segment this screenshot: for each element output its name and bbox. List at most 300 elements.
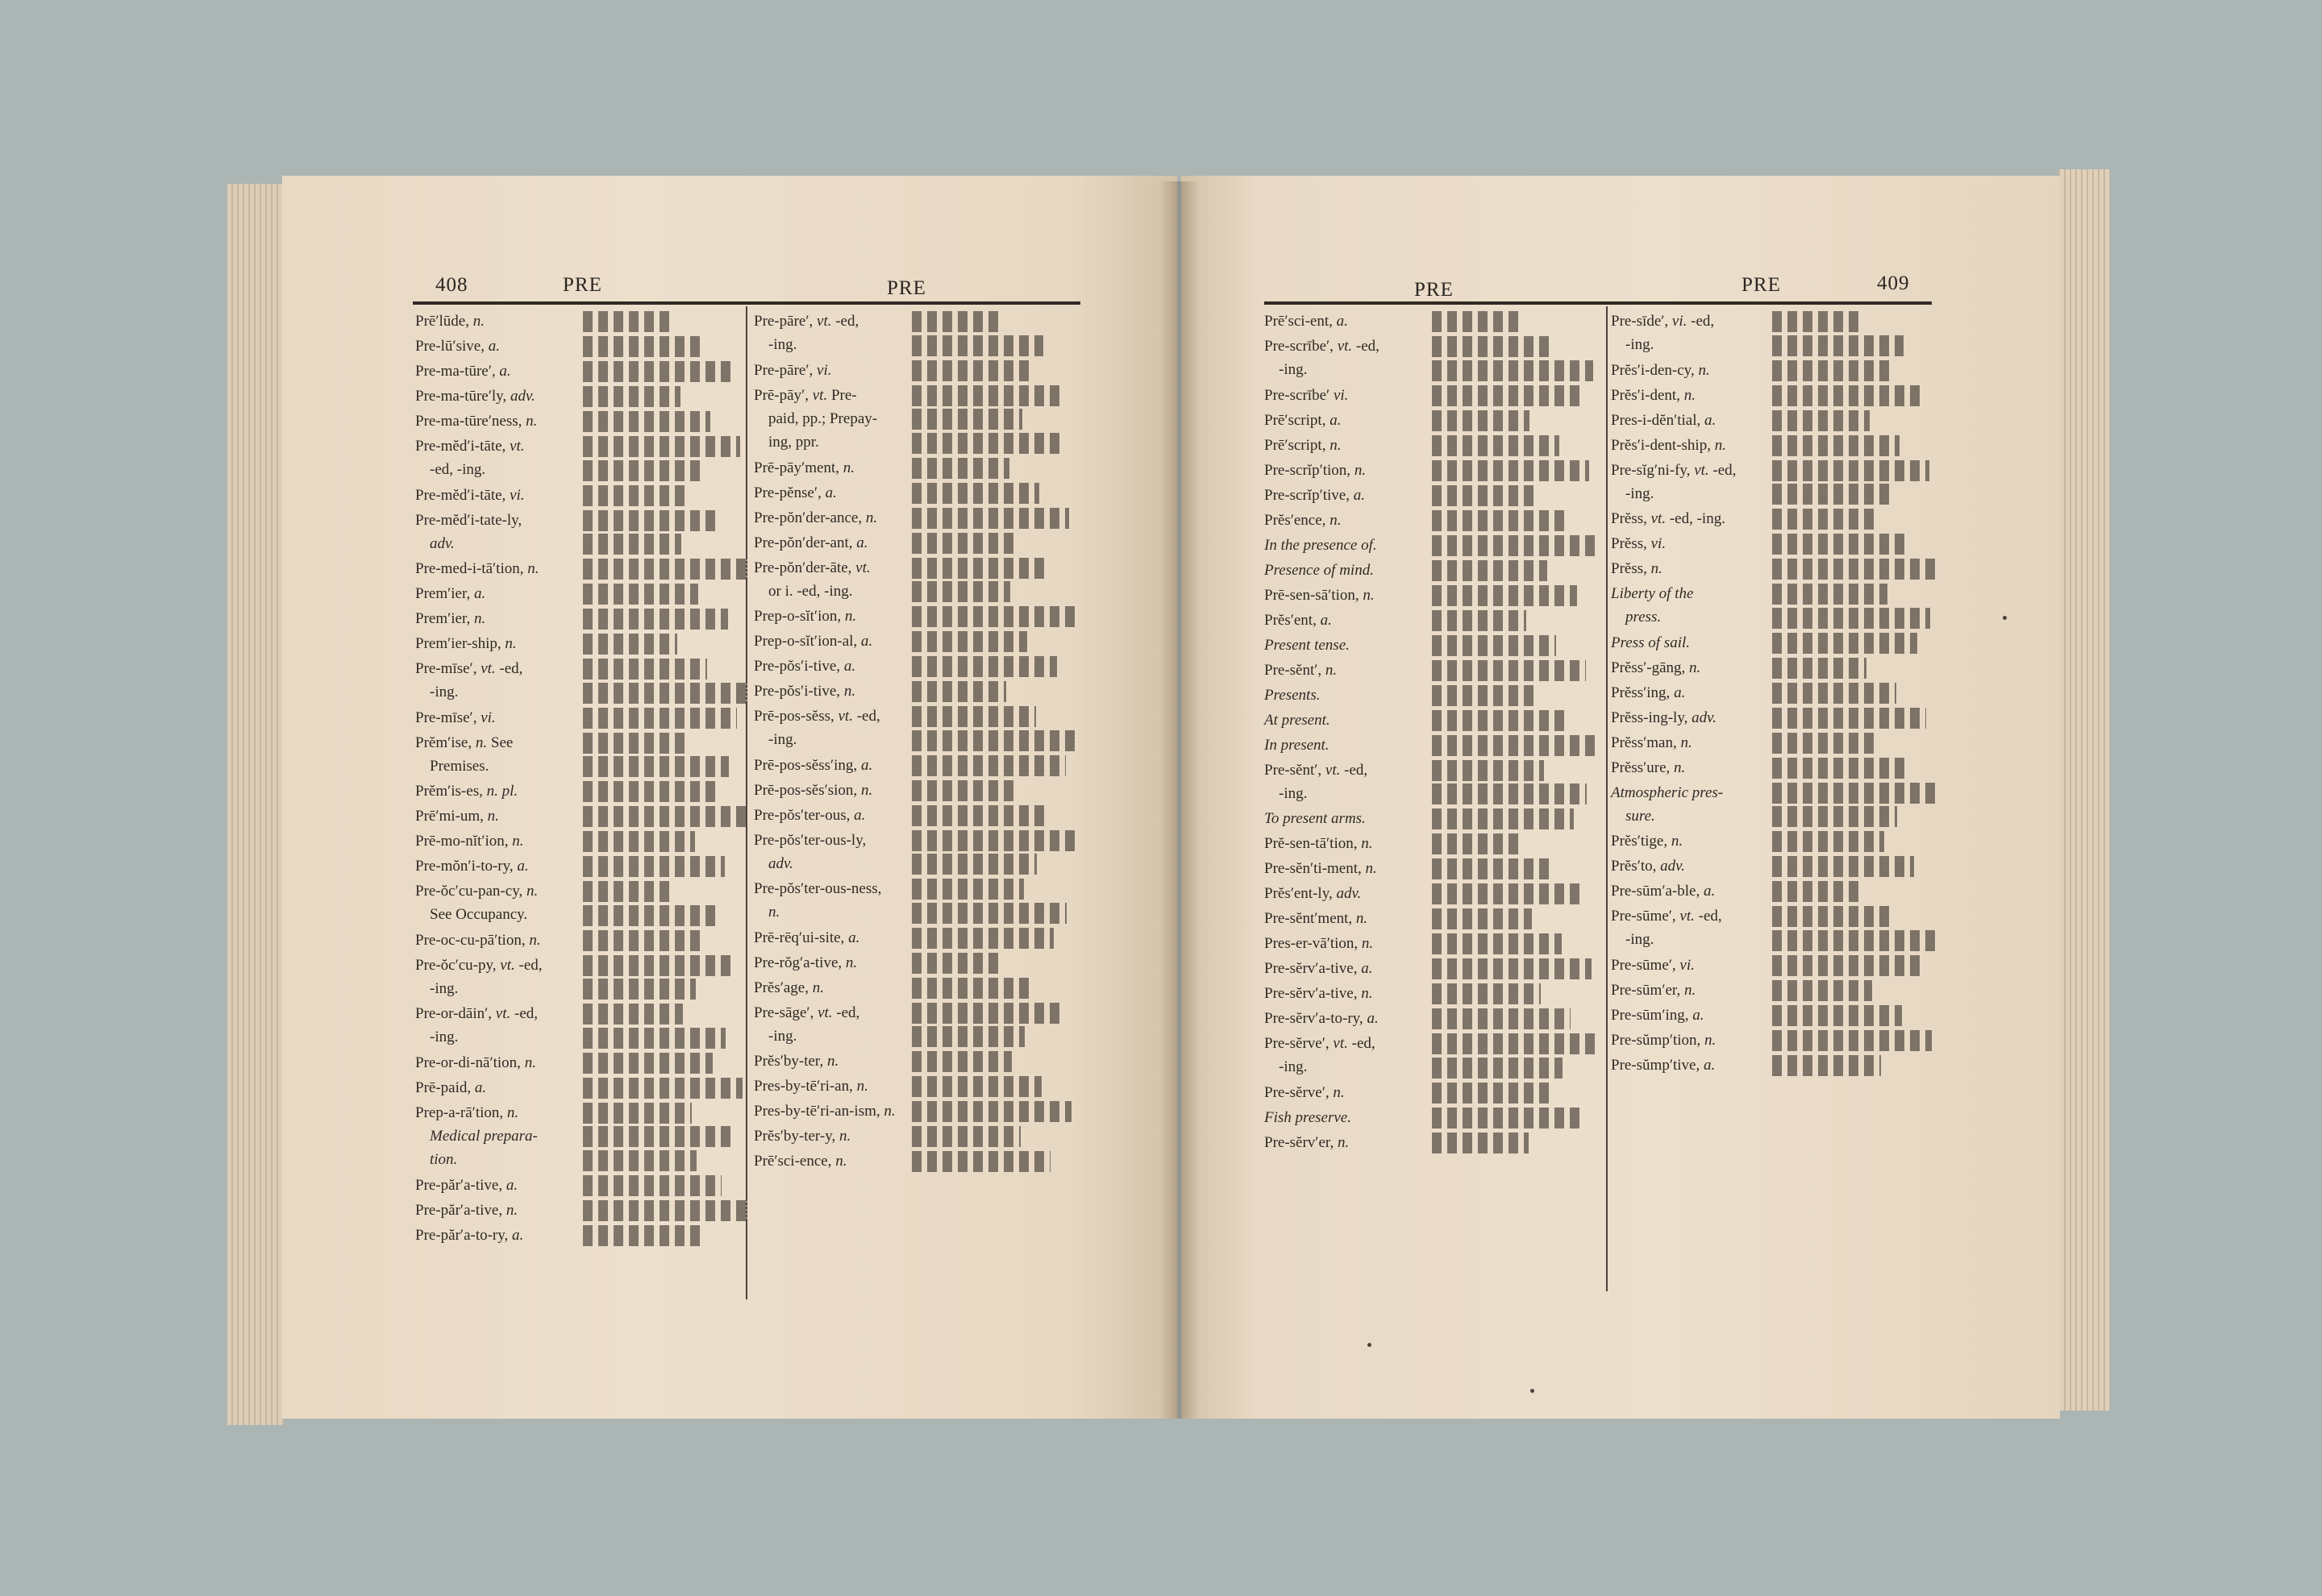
headword: Prĕ-sen-tā′tion, — [1264, 835, 1358, 852]
headword: At present. — [1264, 711, 1330, 729]
headword: In the presence of. — [1264, 536, 1377, 554]
headword: Prĕss′-gāng, — [1611, 659, 1686, 676]
part-of-speech: vt. — [1679, 908, 1695, 925]
entry-continuation: press. — [1625, 609, 1662, 626]
headword: Prep-o-sĭt′ion, — [754, 608, 842, 625]
japanese-gloss-text — [1772, 831, 1884, 852]
headword: Pre-sīde′, — [1611, 313, 1669, 330]
japanese-gloss-text — [1772, 906, 1893, 927]
japanese-gloss-text — [912, 433, 1065, 454]
right-column-divider — [1606, 306, 1608, 1291]
inflection-tail: -ed, — [1698, 908, 1722, 925]
japanese-gloss-text — [1432, 435, 1559, 456]
headword: Prē-pāy′ment, — [754, 459, 839, 476]
entry-continuation: -ed, -ing. — [430, 461, 486, 478]
japanese-gloss-text — [912, 483, 1039, 504]
headword: Pre-sĕnt′, — [1264, 761, 1322, 779]
headword: Prep-a-rā′tion, — [415, 1103, 504, 1121]
part-of-speech: a. — [512, 1226, 524, 1244]
headword: Prē-paid, — [415, 1079, 472, 1096]
inflection-tail: -ed, — [1712, 461, 1737, 479]
headword: To present arms. — [1264, 810, 1366, 827]
headword: Pre-păr′a-to-ry, — [415, 1226, 509, 1244]
part-of-speech: n. — [838, 1128, 851, 1145]
part-of-speech: vt. — [481, 660, 496, 677]
part-of-speech: vt. — [838, 708, 853, 725]
headword: Pre-mĕd′i-tate-ly, — [415, 511, 522, 529]
part-of-speech: vt. — [1325, 761, 1341, 779]
right-page-number: 409 — [1877, 272, 1910, 294]
japanese-gloss-text — [1772, 584, 1887, 605]
right-page-column-2 — [1611, 306, 1933, 1306]
part-of-speech: vt. — [812, 386, 828, 404]
headword: Pre-pŏn′der-ance, — [754, 509, 863, 526]
japanese-gloss-text — [912, 533, 1018, 554]
entry-continuation: See Occupancy. — [430, 906, 528, 923]
japanese-gloss-text — [1772, 783, 1935, 804]
part-of-speech: a. — [825, 484, 837, 501]
part-of-speech: vt. — [1333, 1035, 1348, 1052]
headword: Pre-sĕrv′a-tive, — [1264, 985, 1358, 1002]
headword: Pre-mīse′, — [415, 660, 477, 677]
part-of-speech: adv. — [1692, 709, 1717, 726]
inflection-tail: Pre- — [830, 386, 857, 404]
japanese-gloss-text — [912, 978, 1033, 999]
headword: Pre-scrībe′, — [1264, 338, 1334, 355]
japanese-gloss-text — [1772, 881, 1863, 902]
part-of-speech: n. — [527, 560, 539, 577]
inflection-tail: -ed, — [1351, 1035, 1375, 1052]
headword: Prē-rēq′ui-site, — [754, 929, 845, 946]
japanese-gloss-text — [1772, 509, 1879, 530]
part-of-speech: n. — [506, 1201, 518, 1219]
headword: Pre-sĕnt′, — [1264, 661, 1322, 679]
japanese-gloss-text — [583, 1004, 683, 1025]
part-of-speech: adv. — [1336, 885, 1362, 902]
part-of-speech: vt. — [510, 438, 525, 455]
japanese-gloss-text — [912, 558, 1048, 579]
headword: Pre-pŏs′i-tive, — [754, 658, 841, 675]
inflection-tail: -ed, — [856, 708, 880, 725]
part-of-speech: a. — [1361, 960, 1373, 977]
entry-continuation: n. — [768, 904, 780, 921]
left-header-term-2: PRE — [887, 277, 926, 299]
part-of-speech: vt. — [495, 1005, 511, 1022]
headword: Pre-sūme′, — [1611, 908, 1676, 925]
japanese-gloss-text — [1432, 983, 1541, 1004]
entry-continuation: adv. — [768, 854, 793, 872]
japanese-gloss-text — [583, 336, 701, 357]
headword: Pre-mŏn′i-to-ry, — [415, 858, 514, 875]
japanese-gloss-text — [583, 1175, 722, 1196]
part-of-speech: n. — [1680, 734, 1692, 751]
inflection-tail: -ed, — [1691, 313, 1715, 330]
headword: Pre-sūme′, — [1611, 956, 1676, 974]
headword: Prĕs′i-den-cy, — [1611, 361, 1695, 379]
japanese-gloss-text — [1432, 660, 1586, 681]
part-of-speech: n. — [1683, 386, 1696, 404]
japanese-gloss-text — [912, 706, 1036, 727]
entry-continuation: -ing. — [430, 979, 459, 997]
part-of-speech: n. — [1365, 860, 1377, 877]
part-of-speech: a. — [1353, 486, 1365, 504]
japanese-gloss-text — [1432, 933, 1562, 954]
part-of-speech: vt. — [855, 559, 871, 576]
headword: Prĕs′i-dent, — [1611, 386, 1680, 404]
headword: Pres-by-tē′ri-an, — [754, 1078, 853, 1095]
right-header-rule — [1264, 301, 1932, 305]
headword: In present. — [1264, 736, 1330, 754]
japanese-gloss-text — [583, 955, 734, 976]
headword: Prĕs′to, — [1611, 858, 1657, 875]
headword: Presents. — [1264, 686, 1321, 704]
headword: Prĕs′tige, — [1611, 833, 1668, 850]
part-of-speech: a. — [517, 858, 529, 875]
headword: Pre-pŏs′ter-ous-ness, — [754, 880, 882, 897]
headword: Pre-oc-cu-pā′tion, — [415, 931, 526, 949]
headword: Pres-i-dĕn′tial, — [1611, 411, 1701, 429]
japanese-gloss-text — [1432, 833, 1523, 854]
japanese-gloss-text — [583, 831, 695, 852]
japanese-gloss-text — [583, 1200, 751, 1221]
japanese-gloss-text — [583, 756, 729, 777]
japanese-gloss-text — [1772, 534, 1908, 555]
part-of-speech: vi. — [1671, 313, 1687, 330]
entry-continuation: -ing. — [1625, 336, 1654, 353]
part-of-speech: n. — [1330, 511, 1342, 529]
headword: Fish preserve. — [1264, 1108, 1351, 1126]
japanese-gloss-text — [1772, 930, 1936, 951]
headword: Pre-sĕn′ti-ment, — [1264, 860, 1362, 877]
japanese-gloss-text — [912, 1101, 1072, 1122]
part-of-speech: a. — [1703, 1056, 1716, 1074]
japanese-gloss-text — [583, 559, 749, 580]
japanese-gloss-text — [912, 928, 1054, 949]
part-of-speech: n. — [1325, 661, 1338, 679]
right-header-term: PRE — [1414, 279, 1454, 301]
headword: Pre-scrībe′ — [1264, 386, 1330, 404]
headword: Press of sail. — [1611, 634, 1690, 651]
headword: Prĕs′age, — [754, 979, 809, 996]
japanese-gloss-text — [583, 733, 686, 754]
headword: Liberty of the — [1611, 585, 1694, 602]
part-of-speech: vi. — [1333, 386, 1349, 404]
page-edges-left — [227, 184, 284, 1425]
japanese-gloss-text — [1432, 710, 1565, 731]
part-of-speech: a. — [1336, 313, 1348, 330]
headword: Pre-sĕrve′, — [1264, 1083, 1330, 1101]
japanese-gloss-text — [1432, 908, 1532, 929]
part-of-speech: adv. — [510, 388, 535, 405]
japanese-gloss-text — [583, 806, 746, 827]
part-of-speech: n. — [884, 1103, 896, 1120]
entry-continuation: Premises. — [430, 757, 489, 775]
inflection-tail: See — [490, 734, 514, 751]
headword: Pre-sĕrv′a-to-ry, — [1264, 1010, 1363, 1027]
part-of-speech: n. — [1671, 833, 1683, 850]
headword: Prē′sci-ent, — [1264, 313, 1333, 330]
headword: Prē′script, — [1264, 436, 1326, 454]
japanese-gloss-text — [912, 458, 1009, 479]
part-of-speech: a. — [856, 534, 868, 551]
japanese-gloss-text — [583, 534, 681, 555]
japanese-gloss-text — [1772, 484, 1891, 505]
japanese-gloss-text — [912, 631, 1027, 652]
part-of-speech: vt. — [1337, 338, 1353, 355]
japanese-gloss-text — [1772, 856, 1914, 877]
right-page-column-1 — [1264, 306, 1603, 1306]
headword: Prem′ier, — [415, 585, 471, 602]
headword: Prĕss′man, — [1611, 734, 1677, 751]
japanese-gloss-text — [912, 409, 1022, 430]
headword: Pre-păr′a-tive, — [415, 1201, 503, 1219]
japanese-gloss-text — [912, 311, 1001, 332]
japanese-gloss-text — [1432, 336, 1550, 357]
headword: Pres-er-vā′tion, — [1264, 935, 1359, 952]
japanese-gloss-text — [1772, 806, 1897, 827]
part-of-speech: n. pl. — [486, 783, 518, 800]
japanese-gloss-text — [1432, 1033, 1600, 1054]
part-of-speech: a. — [488, 338, 500, 355]
part-of-speech: a. — [1692, 1006, 1704, 1024]
japanese-gloss-text — [583, 386, 680, 407]
japanese-gloss-text — [912, 681, 1006, 702]
japanese-gloss-text — [1432, 535, 1598, 556]
inflection-tail: -ed, — [518, 956, 543, 974]
headword: Pre-mĕd′i-tāte, — [415, 438, 506, 455]
headword: Pre-scrĭp′tive, — [1264, 486, 1350, 504]
headword: Prē-pos-sĕs′sion, — [754, 781, 858, 799]
left-header-term: PRE — [563, 274, 602, 296]
entry-continuation: Medical prepara- — [430, 1127, 538, 1145]
headword: Pre-mĕd′i-tāte, — [415, 486, 506, 504]
headword: Prē-pāy′, — [754, 386, 809, 404]
headword: Pre-pŏn′der-āte, — [754, 559, 852, 576]
headword: Pre-or-dāin′, — [415, 1005, 493, 1022]
paper-speck — [1530, 1389, 1534, 1393]
part-of-speech: vi. — [510, 486, 525, 504]
headword: Prep-o-sĭt′ion-al, — [754, 633, 858, 650]
japanese-gloss-text — [583, 584, 698, 605]
japanese-gloss-text — [1772, 758, 1905, 779]
headword: Pre-sūm′a-ble, — [1611, 883, 1700, 900]
japanese-gloss-text — [583, 683, 750, 704]
japanese-gloss-text — [1772, 733, 1875, 754]
part-of-speech: n. — [526, 413, 538, 430]
part-of-speech: vt. — [1650, 510, 1667, 527]
headword: Prē′mi-um, — [415, 808, 484, 825]
part-of-speech: n. — [835, 1153, 847, 1170]
japanese-gloss-text — [1772, 385, 1920, 406]
part-of-speech: vt. — [1694, 461, 1709, 479]
inflection-tail: -ed, — [836, 1004, 860, 1021]
headword: Present tense. — [1264, 636, 1350, 654]
headword: Prē′lūde, — [415, 313, 469, 330]
part-of-speech: adv. — [1660, 858, 1685, 875]
japanese-gloss-text — [1432, 635, 1556, 656]
entry-continuation: -ing. — [1625, 484, 1654, 502]
headword: Prĕss, — [1611, 535, 1647, 552]
part-of-speech: n. — [1363, 586, 1375, 604]
japanese-gloss-text — [1432, 1133, 1529, 1153]
inflection-tail: -ed, — [1355, 338, 1379, 355]
entry-continuation: paid, pp.; Prepay- — [768, 409, 878, 427]
japanese-gloss-text — [1772, 1030, 1932, 1051]
japanese-gloss-text — [1772, 980, 1872, 1001]
japanese-gloss-text — [583, 979, 696, 1000]
japanese-gloss-text — [1432, 1108, 1579, 1128]
japanese-gloss-text — [1432, 460, 1589, 481]
part-of-speech: vt. — [500, 956, 515, 974]
part-of-speech: n. — [1355, 910, 1368, 927]
part-of-speech: a. — [1320, 611, 1332, 629]
japanese-gloss-text — [1432, 1083, 1550, 1103]
entry-continuation: tion. — [430, 1150, 458, 1168]
headword: Prē′sci-ence, — [754, 1153, 832, 1170]
japanese-gloss-text — [1432, 360, 1593, 381]
japanese-gloss-text — [1772, 559, 1938, 580]
japanese-gloss-text — [583, 1053, 713, 1074]
right-header-term-2: PRE — [1742, 274, 1781, 296]
part-of-speech: vi. — [1650, 535, 1667, 552]
japanese-gloss-text — [583, 460, 702, 481]
japanese-gloss-text — [583, 510, 719, 531]
headword: Presence of mind. — [1264, 561, 1374, 579]
paper-speck — [2003, 616, 2007, 620]
part-of-speech: a. — [474, 585, 486, 602]
japanese-gloss-text — [1432, 510, 1568, 531]
japanese-gloss-text — [1432, 760, 1544, 781]
part-of-speech: n. — [506, 1103, 519, 1121]
headword: Pre-med-i-tā′tion, — [415, 560, 524, 577]
headword: Prĕs′by-ter, — [754, 1053, 824, 1070]
japanese-gloss-text — [1772, 955, 1923, 976]
headword: Prĕss, — [1611, 560, 1647, 577]
headword: Prĕs′ent-ly, — [1264, 885, 1333, 902]
part-of-speech: n. — [526, 883, 539, 900]
part-of-speech: n. — [1698, 361, 1710, 379]
headword: Pre-păr′a-tive, — [415, 1176, 503, 1194]
headword: Pre-or-di-nā′tion, — [415, 1054, 521, 1071]
headword: Prē-mo-nĭt′ion, — [415, 833, 509, 850]
left-page-column-2 — [754, 306, 1080, 1306]
headword: Pre-sŭmp′tive, — [1611, 1056, 1700, 1074]
japanese-gloss-text — [912, 755, 1066, 776]
japanese-gloss-text — [1432, 485, 1538, 506]
headword: Prĕm′is-es, — [415, 783, 483, 800]
inflection-tail: -ed, — [835, 313, 859, 330]
part-of-speech: a. — [499, 363, 511, 380]
part-of-speech: n. — [472, 313, 485, 330]
part-of-speech: vt. — [818, 1004, 833, 1021]
japanese-gloss-text — [1772, 708, 1926, 729]
japanese-gloss-text — [912, 830, 1075, 851]
headword: Pre-sūm′ing, — [1611, 1006, 1689, 1024]
japanese-gloss-text — [583, 708, 737, 729]
part-of-speech: n. — [1330, 436, 1342, 454]
part-of-speech: n. — [1674, 759, 1686, 776]
part-of-speech: vi. — [817, 361, 832, 379]
headword: Prē-sen-sā′tion, — [1264, 586, 1359, 604]
headword: Prĕss′ing, — [1611, 684, 1671, 701]
japanese-gloss-text — [583, 1028, 726, 1049]
headword: Pre-ma-tūre′, — [415, 363, 496, 380]
inflection-tail: -ed, — [1344, 761, 1368, 779]
part-of-speech: n. — [860, 781, 873, 799]
japanese-gloss-text — [912, 780, 1015, 801]
part-of-speech: n. — [865, 509, 878, 526]
headword: Prĕss-ing-ly, — [1611, 709, 1688, 726]
headword: Pre-sŭmp′tion, — [1611, 1031, 1701, 1049]
japanese-gloss-text — [583, 485, 689, 506]
part-of-speech: n. — [856, 1078, 868, 1095]
headword: Pres-by-tē′ri-an-ism, — [754, 1103, 880, 1120]
japanese-gloss-text — [1432, 808, 1574, 829]
japanese-gloss-text — [912, 1026, 1025, 1047]
part-of-speech: n. — [845, 954, 858, 971]
part-of-speech: n. — [1361, 835, 1373, 852]
part-of-speech: a. — [860, 633, 873, 650]
headword: Pre-pĕnse′, — [754, 484, 822, 501]
japanese-gloss-text — [583, 634, 677, 655]
japanese-gloss-text — [912, 385, 1060, 406]
japanese-gloss-text — [583, 609, 728, 630]
entry-continuation: -ing. — [1279, 1058, 1308, 1075]
japanese-gloss-text — [912, 1126, 1021, 1147]
part-of-speech: n. — [475, 734, 488, 751]
japanese-gloss-text — [1432, 610, 1526, 631]
part-of-speech: n. — [1354, 461, 1367, 479]
japanese-gloss-text — [1432, 858, 1553, 879]
entry-continuation: -ing. — [430, 684, 459, 700]
headword: Pre-ma-tūre′ly, — [415, 388, 507, 405]
page-edges-right — [2058, 169, 2110, 1411]
part-of-speech: n. — [812, 979, 824, 996]
left-page-number: 408 — [435, 274, 468, 296]
japanese-gloss-text — [1432, 1058, 1563, 1079]
japanese-gloss-text — [912, 903, 1067, 924]
part-of-speech: n. — [826, 1053, 839, 1070]
japanese-gloss-text — [583, 659, 707, 680]
part-of-speech: n. — [1689, 659, 1701, 676]
headword: Pre-sĕrv′er, — [1264, 1133, 1334, 1151]
japanese-gloss-text — [912, 335, 1043, 356]
part-of-speech: n. — [843, 459, 855, 476]
headword: Prĕs′ent, — [1264, 611, 1317, 629]
japanese-gloss-text — [912, 360, 1030, 381]
japanese-gloss-text — [1432, 685, 1535, 706]
headword: Pre-sūm′er, — [1611, 981, 1681, 999]
headword: Prē-pos-sĕss, — [754, 708, 834, 725]
japanese-gloss-text — [583, 856, 725, 877]
part-of-speech: a. — [506, 1176, 518, 1194]
japanese-gloss-text — [1772, 658, 1866, 679]
japanese-gloss-text — [583, 1078, 743, 1099]
part-of-speech: a. — [1704, 411, 1717, 429]
japanese-gloss-text — [1772, 1005, 1902, 1026]
entry-continuation: or i. -ed, -ing. — [768, 582, 853, 600]
japanese-gloss-text — [1772, 1055, 1881, 1076]
japanese-gloss-text — [583, 1225, 701, 1246]
entry-continuation: -ing. — [1279, 784, 1308, 802]
japanese-gloss-text — [912, 1051, 1012, 1072]
headword: Pre-sĕnt′ment, — [1264, 910, 1353, 927]
japanese-gloss-text — [1432, 385, 1580, 406]
part-of-speech: a. — [854, 806, 866, 824]
inflection-tail: -ed, — [514, 1005, 539, 1022]
part-of-speech: a. — [860, 756, 873, 774]
part-of-speech: n. — [474, 610, 486, 627]
